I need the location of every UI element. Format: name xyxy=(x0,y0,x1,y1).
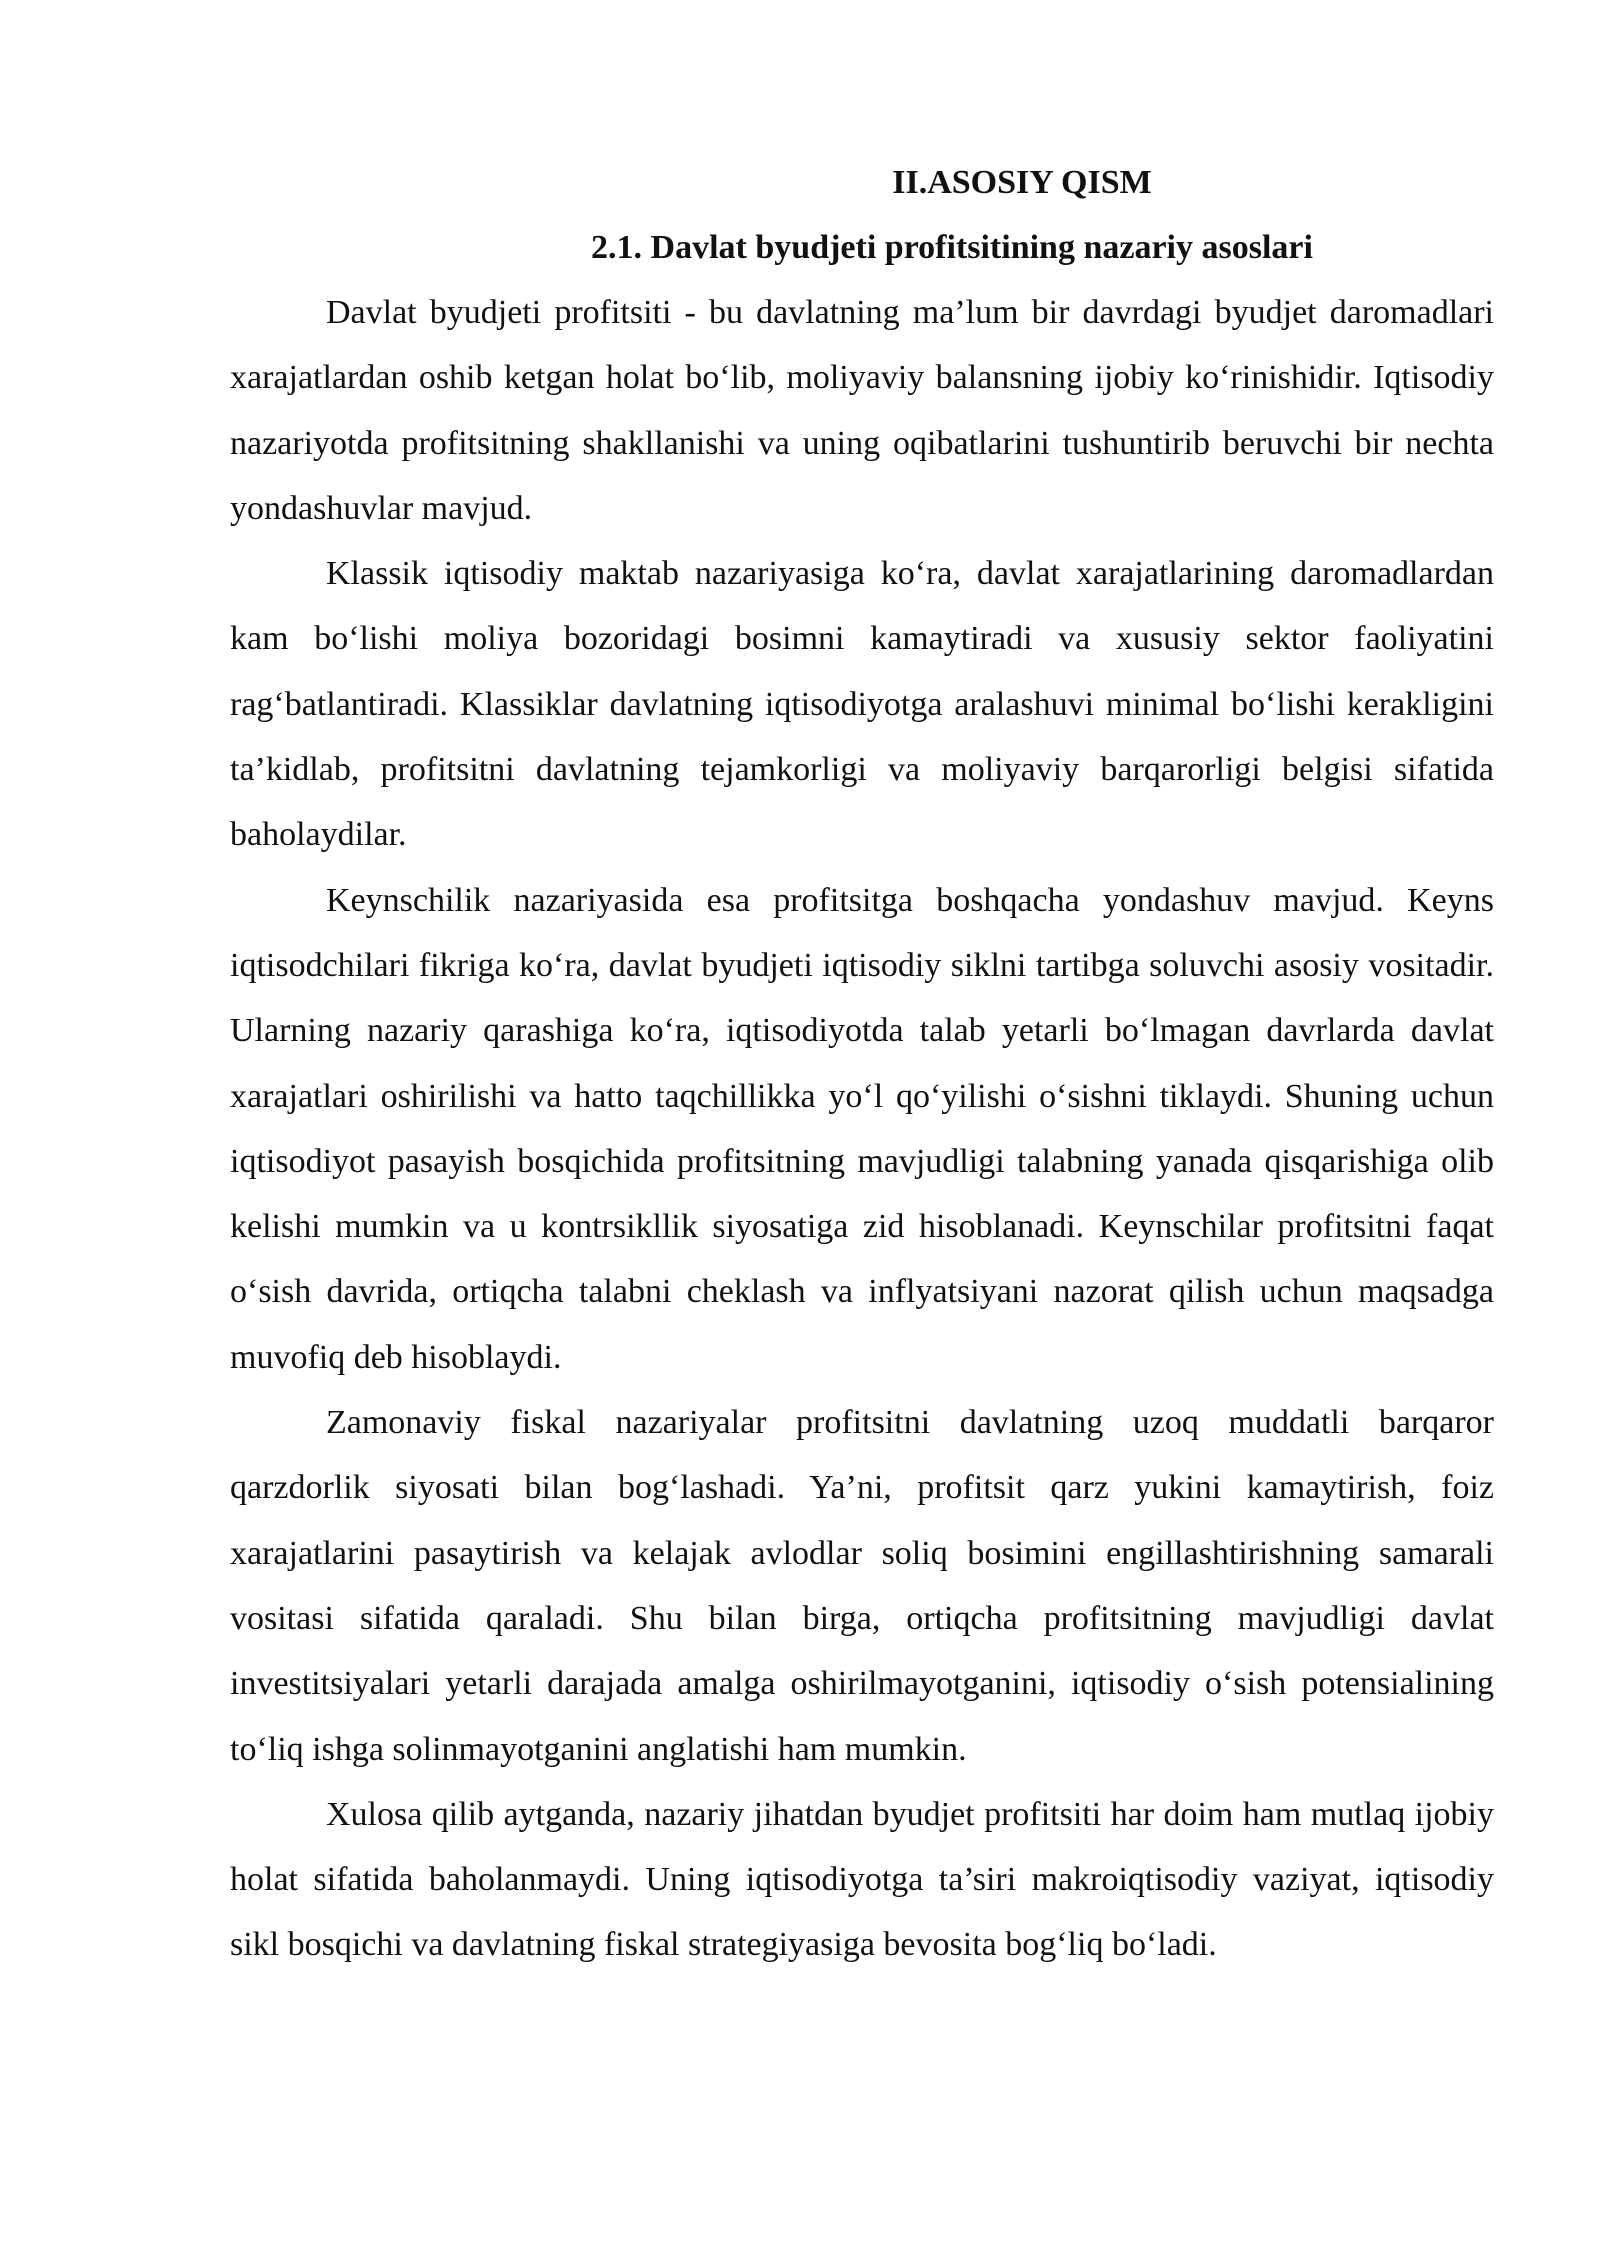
subsection-title: 2.1. Davlat byudjeti profitsitining nazariy asoslari xyxy=(591,229,1313,266)
section-title: II.ASOSIY QISM xyxy=(892,164,1152,201)
paragraph-keynesian: Keynschilik nazariyasida esa profitsitga boshqacha yondashuv mavjud. Keyns iqtisodchilari fikriga ko‘ra, davlat byudjeti iqtisodiy siklni tartibga soluvchi asosiy vositadir. Ularning nazariy qarashiga ko‘ra, iqtisodiyotda talab yetarli bo‘lmagan davrlarda davlat xarajatlari oshirilishi va hatto taqchillikka yo‘l qo‘yilishi o‘sishni tiklaydi. Shuning uchun iqtisodiyot pasayish bosqichida profitsitning mavjudligi talabning yanada qisqarishiga olib kelishi mumkin va u kontrsikllik siyosatiga zid hisoblanadi. Keynschilar profitsitni faqat o‘sish davrida, ortiqcha talabni cheklash va inflyatsiyani nazorat qilish uchun maqsadga muvofiq deb hisoblaydi. xyxy=(230,881,1494,1376)
paragraph-conclusion: Xulosa qilib aytganda, nazariy jihatdan byudjet profitsiti har doim ham mutlaq ijobiy holat sifatida baholanmaydi. Uning iqtisodiyotga ta’siri makroiqtisodiy vaziyat, iqtisodiy sikl bosqichi va davlatning fiskal strategiyasiga bevosita bog‘liq bo‘ladi. xyxy=(230,1795,1494,1964)
document-page xyxy=(230,150,1494,1978)
paragraph-definition: Davlat byudjeti profitsiti - bu davlatning ma’lum bir davrdagi byudjet daromadlari xarajatlardan oshib ketgan holat bo‘lib, moliyaviy balansning ijobiy ko‘rinishidir. Iqtisodiy nazariyotda profitsitning shakllanishi va uning oqibatlarini tushuntirib beruvchi bir nechta yondashuvlar mavjud. xyxy=(230,294,1494,527)
paragraph-classical: Klassik iqtisodiy maktab nazariyasiga ko‘ra, davlat xarajatlarining daromadlardan kam bo‘lishi moliya bozoridagi bosimni kamaytiradi va xususiy sektor faoliyatini rag‘batlantiradi. Klassiklar davlatning iqtisodiyotga aralashuvi minimal bo‘lishi kerakligini ta’kidlab, profitsitni davlatning tejamkorligi va moliyaviy barqarorligi belgisi sifatida baholaydilar. xyxy=(230,555,1494,854)
paragraph-modern-fiscal: Zamonaviy fiskal nazariyalar profitsitni davlatning uzoq muddatli barqaror qarzdorlik siyosati bilan bog‘lashadi. Ya’ni, profitsit qarz yukini kamaytirish, foiz xarajatlarini pasaytirish va kelajak avlodlar soliq bosimini engillashtirishning samarali vositasi sifatida qaraladi. Shu bilan birga, ortiqcha profitsitning mavjudligi davlat investitsiyalari yetarli darajada amalga oshirilmayotganini, iqtisodiy o‘sish potensialining to‘liq ishga solinmayotganini anglatishi ham mumkin. xyxy=(230,1404,1494,1768)
